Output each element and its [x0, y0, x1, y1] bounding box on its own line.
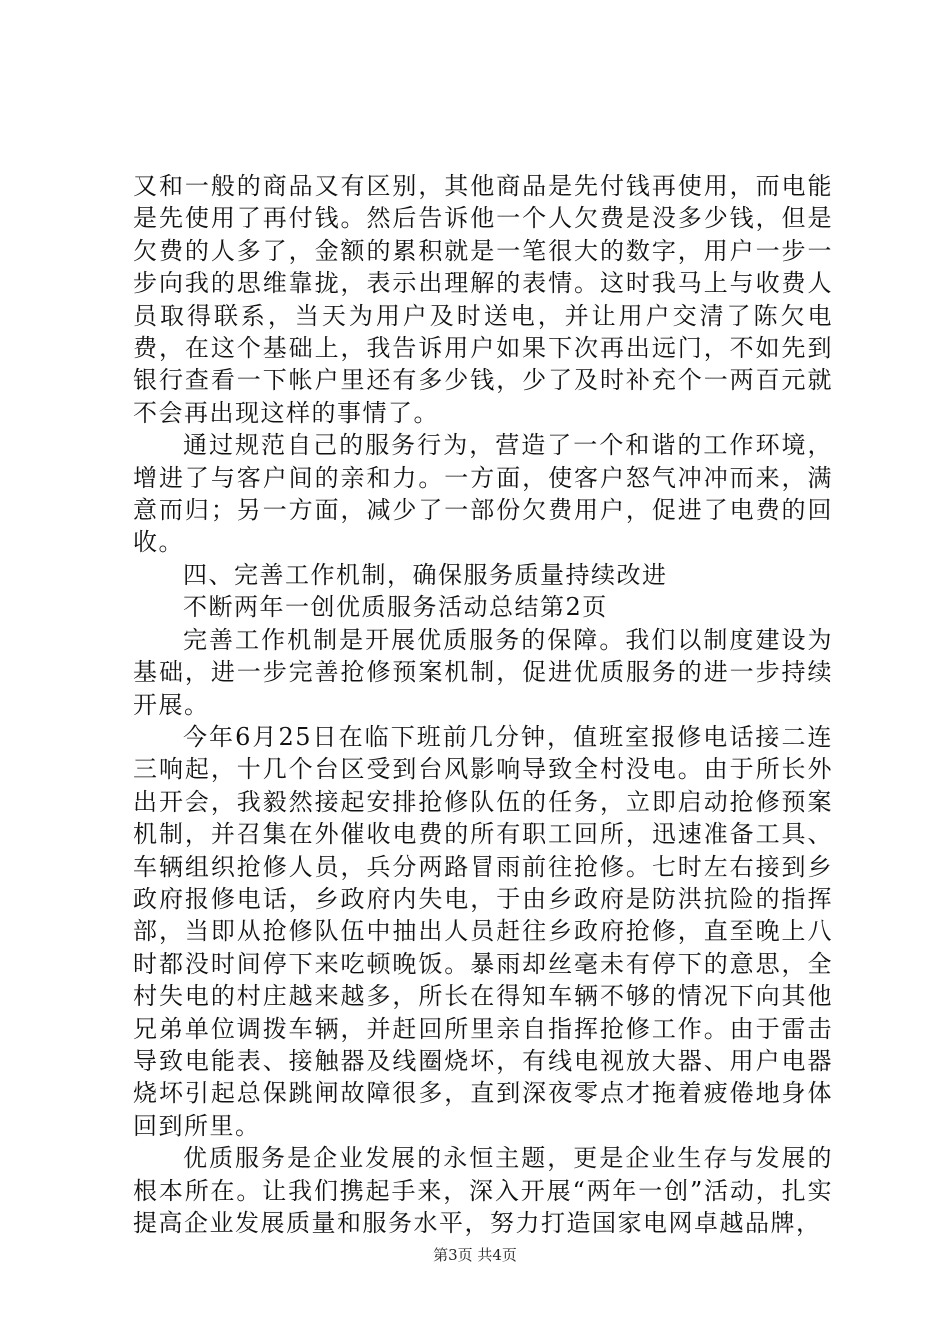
section-heading: 四、完善工作机制，确保服务质量持续改进 — [183, 560, 668, 589]
document-body — [133, 170, 833, 1239]
paragraph-repair-story: 今年6月25日在临下班前几分钟，值班室报修电话接二连三响起，十几个台区受到台风影响导致全村没电。由于所长外出开会，我毅然接起安排抢修队伍的任务，立即启动抢修预案机制，并召集在外催收电费的所有职工回所，迅速准备工具、车辆组织抢修人员，兵分两路冒雨前往抢修。七时左右接到乡政府报修电话，乡政府内失电，于由乡政府是防洪抗险的指挥部，当即从抢修队伍中抽出人员赶往乡政府抢修，直至晚上八时都没时间停下来吃顿晚饭。暴雨却丝毫未有停下的意思，全村失电的村庄越来越多，所长在得知车辆不够的情况下向其他兄弟单位调拨车辆，并赶回所里亲自指挥抢修工作。由于雷击导致电能表、接触器及线圈烧坏，有线电视放大器、用户电器烧坏引起总保跳闸故障很多，直到深夜零点才拖着疲倦地身体回到所里。 — [133, 722, 833, 1140]
paragraph-conclusion: 优质服务是企业发展的永恒主题，更是企业生存与发展的根本所在。让我们携起手来，深入开展“两年一创”活动，扎实提高企业发展质量和服务水平，努力打造国家电网卓越品牌， — [133, 1144, 833, 1237]
paragraph-service-behavior: 通过规范自己的服务行为，营造了一个和谐的工作环境，增进了与客户间的亲和力。一方面，使客户怒气冲冲而来，满意而归；另一方面，减少了一部份欠费用户，促进了电费的回收。 — [133, 431, 833, 557]
page-footer: 第3页 共4页 — [433, 1246, 517, 1264]
paragraph-continuation: 又和一般的商品又有区别，其他商品是先付钱再使用，而电能是先使用了再付钱。然后告诉他一个人欠费是没多少钱，但是欠费的人多了，金额的累积就是一笔很大的数字，用户一步一步向我的思维靠拢，表示出理解的表情。这时我马上与收费人员取得联系，当天为用户及时送电，并让用户交清了陈欠电费，在这个基础上，我告诉用户如果下次再出远门，不如先到银行查看一下帐户里还有多少钱，少了及时补充个一两百元就不会再出现这样的事情了。 — [133, 172, 833, 427]
page-title-line: 不断两年一创优质服务活动总结第2页 — [183, 593, 608, 622]
paragraph-mechanism: 完善工作机制是开展优质服务的保障。我们以制度建设为基础，进一步完善抢修预案机制，促进优质服务的进一步持续开展。 — [133, 625, 833, 719]
